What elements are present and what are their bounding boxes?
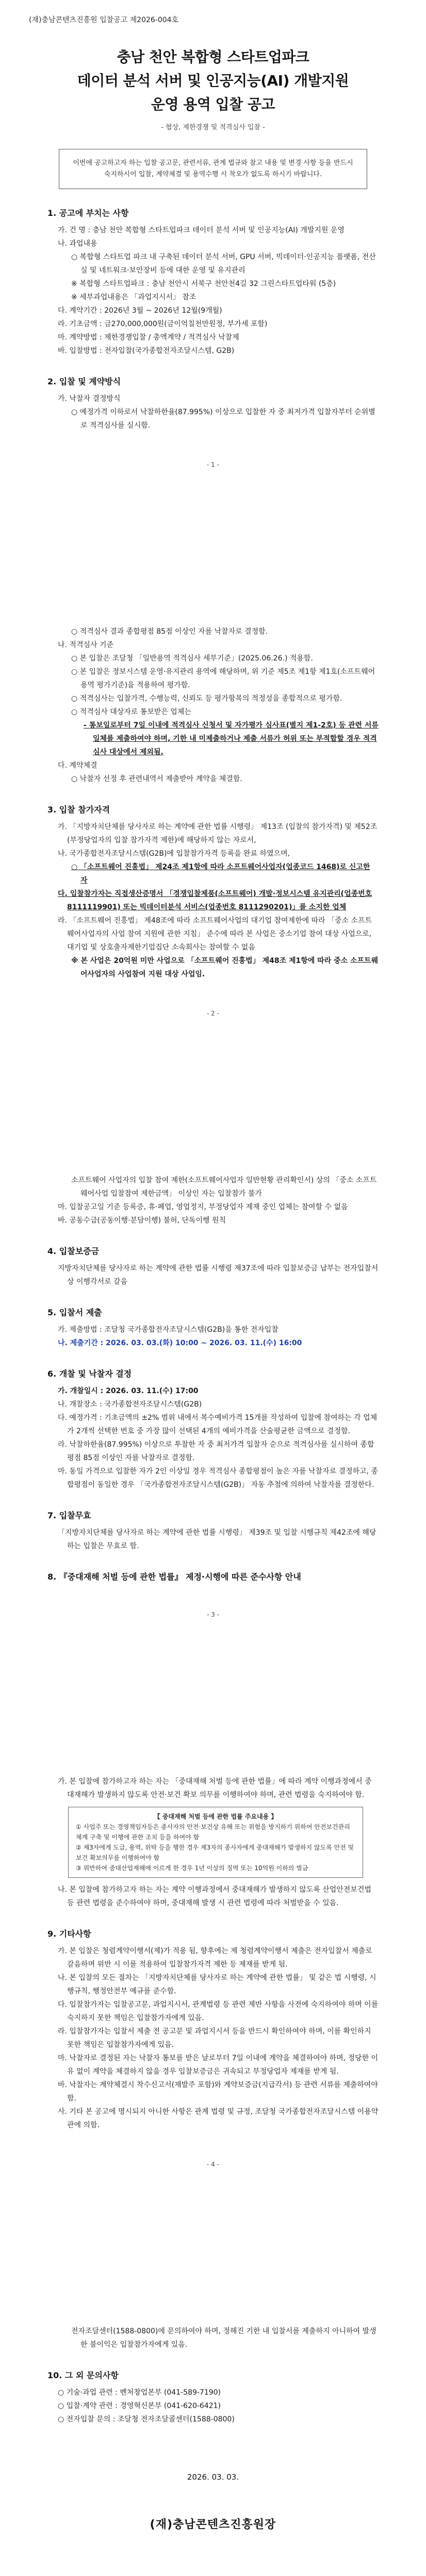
s2-a: 가. 낙찰자 결정방식 [58, 395, 121, 403]
s8-l2: 나. 본 입찰에 참가하고자 하는 자는 계약 이행과정에서 중대재해가 발생하지 않도록 산업안전보건법 등 관련 법령을 준수하여야 하며, 중대재해 발생 시 관련 법령에 따라 처벌받을 수 있음. [58, 1886, 371, 1907]
section-8-cont [47, 1775, 379, 1910]
s3b-l1: 소프트웨어 사업자의 입찰 참여 제한(소프트웨어사업자 일반현황 관리확인서) 상의 「중소 소프트웨어사업 입찰참여 제한금액」 이상인 자는 입찰참가 불가 [71, 1176, 377, 1198]
s9-b: 나. 본 입찰의 모든 절차는 「지방자치단체를 당사자로 하는 계약에 관한 법률」 및 같은 법 시행령, 시행규칙, 행정안전부 예규를 준수함. [58, 1974, 376, 1995]
s1-d: 라. 기초금액 : 금270,000,000원(금이억칠천만원정, 부가세 포함) [58, 320, 268, 328]
section-10-head: 10. 그 외 문의사항 [47, 2370, 119, 2380]
s9-a: 가. 본 입찰은 청렴계약이행서(제)가 적용 됨, 향후에는 제 청렴계약이행서 제출은 전자입찰서 제출로 갈음하며 위반 시 이를 적용하여 입찰참가자격 제한 등 제재를 받게 됨. [58, 1947, 372, 1969]
s3-a: 가. 「지방자치단체를 당사자로 하는 계약에 관한 법률 시행령」 제13조 (입찰의 참가자격) 및 제52조(부정당업자의 입찰 참가자격 제한)에 해당하지 않는 자로서, [58, 823, 378, 844]
s8-l1: 가. 본 입찰에 참가하고자 하는 자는 「중대재해 처벌 등에 관한 법률」에 따라 계약 이행과정에서 중대재해가 발생하지 않도록 안전·보건 확보 의무를 이행하여야 하며, 관련 법령을 숙지하여야 함. [58, 1777, 372, 1799]
note-item-1: ① 사업주 또는 경영책임자등은 종사자의 안전·보건상 유해 또는 위험을 방지하기 위하여 안전보건관리체계 구축 및 이행에 관한 조치 등을 하여야 함 [76, 1823, 350, 1841]
s2-a1: ○ 예정가격 이하로서 낙찰하한율(87.995%) 이상으로 입찰한 자 중 최저가격 입찰자부터 순위별로 적격심사를 실시함. [71, 408, 375, 430]
s1-b3: ※ 세부과업내용은 「과업지시서」 참조 [71, 293, 196, 301]
title-line-3: 운영 용역 입찰 공고 [151, 96, 275, 113]
page-number-1: - 1 - [207, 461, 219, 468]
s1-a: 가. 건 명 : 충남 천안 복합형 스타트업파크 데이터 분석 서버 및 인공지능(AI) 개발지원 운영 [58, 226, 345, 234]
section-4 [47, 1245, 379, 1289]
s9-f: 바. 낙찰자는 계약체결시 착수신고서(재발주 포함)와 계약보증금(지급각서) 등 관련 서류를 제출하여야 함. [58, 2081, 378, 2103]
note-item-3: ③ 위반하여 중대산업재해에 이르게 한 경우 1년 이상의 징역 또는 10억원 이하의 벌금 [76, 1865, 308, 1872]
s3-b: 나. 국가종합전자조달시스템(G2B)에 입찰참가자격 등록을 완료 하였으며, [58, 850, 290, 858]
section-1-head: 1. 공고에 부치는 사항 [47, 208, 129, 218]
s2b-b4a: - 통보일로부터 7일 이내에 적격심사 신청서 및 자가평가 심사표(별지 제1-2호) 등 관련 서류 일체를 제출하여야 하며, 기한 내 미제출하거나 제출 서류가 허위 또는 부적합할 경우 적격심사 대상에서 제외됨. [84, 721, 379, 756]
section-9-head: 9. 기타사항 [47, 1929, 91, 1939]
title-block [47, 45, 379, 131]
s6-c: 다. 예정가격 : 기초금액의 ±2% 범위 내에서 복수예비가격 15개를 작성하여 입찰에 참여하는 각 업체가 2개씩 선택한 번호 중 가장 많이 선택된 4개의 예비가격을 산술평균한 금액으로 결정함. [58, 1414, 378, 1435]
section-2 [47, 375, 379, 432]
page-gap [47, 499, 379, 607]
s2b-b: 나. 적격심사 기준 [58, 641, 114, 649]
section-6 [47, 1367, 379, 1492]
section-8 [47, 1570, 379, 1582]
section-2-head: 2. 입찰 및 계약방식 [47, 377, 121, 386]
s1-b1: ○ 복합형 스타트업 파크 내 구축된 데이터 분석 서버, GPU 서버, 빅데이터·인공지능 플랫폼, 전산실 및 네트워크·보안장비 등에 대한 운영 및 유지관리 [71, 253, 376, 275]
issue-date: 2026. 03. 03. [187, 2472, 239, 2482]
s3-e: ※ 본 사업은 20억원 미만 사업으로 「소프트웨어 진흥법」 제48조 제1항에 따라 중소 소프트웨어사업자의 사업참여 지원 대상 사업임. [71, 957, 379, 978]
s2b-b4: ○ 적격심사 대상자로 통보받은 업체는 [71, 708, 191, 716]
note-title: 【 중대재해 처벌 등에 관한 법률 주요내용 】 [154, 1813, 277, 1820]
title-line-1: 충남 천안 복합형 스타트업파크 [117, 48, 309, 65]
s10-c: ○ 전자입찰 문의 : 조달청 전자조달콜센터(1588-0800) [58, 2415, 235, 2424]
notice-number: (재)충남콘텐츠진흥원 입찰공고 제2026-004호 [29, 16, 179, 24]
page-number-3: - 3 - [207, 1611, 219, 1618]
s3-b1: ○ 「소프트웨어 진흥법」 제24조 제1항에 따라 소프트웨어사업자(업종코드 1468)로 신고한 자 [71, 863, 370, 885]
page-gap [47, 1649, 379, 1757]
s5-b: 나. 제출기간 : 2026. 03. 03.(화) 10:00 ~ 2026. 03. 11.(수) 16:00 [58, 1339, 302, 1347]
section-7 [47, 1509, 379, 1553]
subtitle: - 협상, 제한경쟁 및 적격심사 입찰 - [161, 124, 265, 131]
notice-box: 이번에 공고하고자 하는 입찰 공고문, 관련서류, 관계 법규와 참고 내용 및 변경 사항 등을 반드시 숙지하시어 입찰, 계약체결 및 용역수행 시 착오가 없도록 하시기 바랍니다. [59, 149, 367, 189]
s1-f: 바. 입찰방법 : 전자입찰(국가종합전자조달시스템, G2B) [58, 347, 235, 355]
note-item-2: ② 제3자에게 도급, 용역, 위탁 등을 행한 경우 제3자의 종사자에게 중대재해가 발생하지 않도록 안전 및 보건 확보의무를 이행하여야 함 [76, 1844, 354, 1861]
s4-l1: 지방자치단체를 당사자로 하는 계약에 관한 법률 시행령 제37조에 따라 입찰보증금 납부는 전자입찰서 상 이행각서로 갈음 [58, 1264, 379, 1286]
page-gap [47, 1048, 379, 1156]
section-5-head: 5. 입찰서 제출 [47, 1308, 102, 1317]
section-3-head: 3. 입찰 참가자격 [47, 805, 110, 815]
s9-e: 마. 낙찰자로 결정된 자는 낙찰자 통보를 받은 날로부터 7일 이내에 계약을 체결하여야 하며, 정당한 이유 없이 계약을 체결하지 않을 경우 입찰보증금은 귀속되고 부정당업자 제재를 받게 됨. [58, 2054, 379, 2076]
s7-l1: 「지방자치단체를 당사자로 하는 계약에 관한 법률 시행령」 제39조 및 입찰 시행규칙 제42조에 해당하는 입찰은 무효로 함. [58, 1529, 376, 1550]
s5-a: 가. 제출방법 : 조달청 국가종합전자조달시스템(G2B)을 통한 전자입찰 [58, 1326, 278, 1334]
s3-c: 다. 입찰참가자는 직접생산증명서 「경쟁입찰제품(소프트웨어) 개발·정보시스템 유지관리(업종번호 8111119901) 또는 빅데이터분석 서비스(업종번호 8111290201)」를 소지한 업체 [58, 890, 372, 911]
s9-g: 사. 기타 본 공고에 명시되지 아니한 사항은 관계 법령 및 규정, 조달청 국가종합전자조달시스템 이용약관에 의함. [58, 2108, 379, 2129]
section-1 [47, 207, 379, 358]
s9b-l1: 전자조달센터(1588-0800)에 문의하여야 하며, 정해진 기한 내 입찰서를 제출하지 아니하여 발생한 불이익은 입찰참가자에게 있음. [71, 2327, 376, 2349]
section-4-head: 4. 입찰보증금 [47, 1246, 100, 1256]
section-9-cont [47, 2325, 379, 2351]
section-3-cont [47, 1174, 379, 1227]
s3b-l3: 바. 공동수급(공동이행·분담이행) 불허, 단독이행 원칙 [58, 1216, 226, 1225]
s1-b: 나. 과업내용 [58, 240, 97, 248]
s6-d: 라. 낙찰하한율(87.995%) 이상으로 투찰한 자 중 최저가격 입찰자 순으로 적격심사를 실시하여 종합평점 85점 이상인 자를 낙찰자로 결정함. [58, 1440, 374, 1462]
section-3 [47, 803, 379, 981]
s2b-l1: ○ 적격심사 결과 종합평점 85점 이상인 자를 낙찰자로 결정함. [71, 628, 268, 636]
s10-a: ○ 기술·과업 관련 : 벤처창업본부 (041-589-7190) [58, 2388, 221, 2397]
s2b-b3: ○ 적격심사는 입찰가격, 수행능력, 신뢰도 등 평가항목의 적정성을 종합적으로 평가함. [71, 694, 342, 703]
s3b-l2: 마. 입찰공고일 기준 등록증, 휴·폐업, 영업정지, 부정당업자 제재 중인 업체는 참여할 수 없음 [58, 1203, 348, 1211]
title-line-2: 데이터 분석 서버 및 인공지능(AI) 개발지원 [77, 72, 349, 89]
s1-e: 마. 계약방법 : 제한경쟁입찰 / 총액계약 / 적격심사 낙찰제 [58, 333, 239, 342]
s6-b: 나. 개찰장소 : 국가종합전자조달시스템(G2B) [58, 1400, 202, 1409]
s3-d: 라. 「소프트웨어 진흥법」 제48조에 따라 소프트웨어사업의 대기업 참여제한에 따라 「중소 소프트웨어사업자의 사업 참여 지원에 관한 지침」 준수에 따라 본 사업은 중소기업 참여 대상 사업으로, 대기업 및 상호출자제한기업집단 소속회사는 참여할 수 없음 [58, 917, 372, 952]
s2b-b1: ○ 본 입찰은 조달청 「일반용역 적격심사 세부기준」(2025.06.26.) 적용함. [71, 654, 313, 663]
section-8-head: 8. 『중대재해 처벌 등에 관한 법률』 제정·시행에 따른 준수사항 안내 [47, 1572, 301, 1582]
s9-c: 다. 입찰참가자는 입찰공고문, 과업지시서, 관계법령 등 관련 제반 사항을 사전에 숙지하여야 하며 이를 숙지하지 못한 책임은 입찰참가자에게 있음. [58, 2001, 379, 2022]
serious-accident-note-box [68, 1807, 363, 1878]
s1-b2: ※ 복합형 스타트업파크 : 충남 천안시 서북구 천안천4길 32 그린스타트업타워 (5층) [71, 280, 336, 288]
section-2-cont [47, 625, 379, 786]
section-9 [47, 1927, 379, 2132]
s9-d: 라. 입찰참가자는 입찰서 제출 전 공고문 및 과업지시서 등을 반드시 확인하여야 하며, 이를 확인하지 못한 책임은 입찰참가자에게 있음. [58, 2027, 371, 2049]
s1-c: 다. 계약기간 : 2026년 3월 ~ 2026년 12월(9개월) [58, 307, 222, 315]
s6-a: 가. 개찰일시 : 2026. 03. 11.(수) 17:00 [58, 1387, 199, 1395]
s2b-c: 다. 계약체결 [58, 761, 97, 770]
page-number-2: - 2 - [207, 1010, 219, 1017]
page-gap [47, 2199, 379, 2307]
issuer-signature: (재)충남콘텐츠진흥원장 [150, 2518, 276, 2531]
section-5 [47, 1306, 379, 1350]
section-7-head: 7. 입찰무효 [47, 1511, 91, 1520]
s6-e: 마. 동일 가격으로 입찰한 자가 2인 이상일 경우 적격심사 종합평점이 높은 자를 낙찰자로 결정하고, 종합평점이 동일한 경우 「국가종합전자조달시스템(G2B)」 자동 추첨에 의하여 낙찰자를 결정한다. [58, 1467, 379, 1489]
page-number-4: - 4 - [207, 2161, 219, 2168]
section-10 [47, 2369, 379, 2426]
s2b-b2: ○ 본 입찰은 정보시스템 운영·유지관리 용역에 해당하며, 위 기준 제5조 제1항 제1호(소프트웨어용역 평가기준)을 적용하여 평가함. [71, 668, 375, 689]
s2b-c1: ○ 낙찰자 선정 후 관련내역서 제출받아 계약을 체결함. [71, 775, 242, 783]
section-6-head: 6. 개찰 및 낙찰자 결정 [47, 1369, 132, 1379]
s10-b: ○ 입찰·계약 관련 : 경영혁신본부 (041-620-6421) [58, 2402, 221, 2410]
